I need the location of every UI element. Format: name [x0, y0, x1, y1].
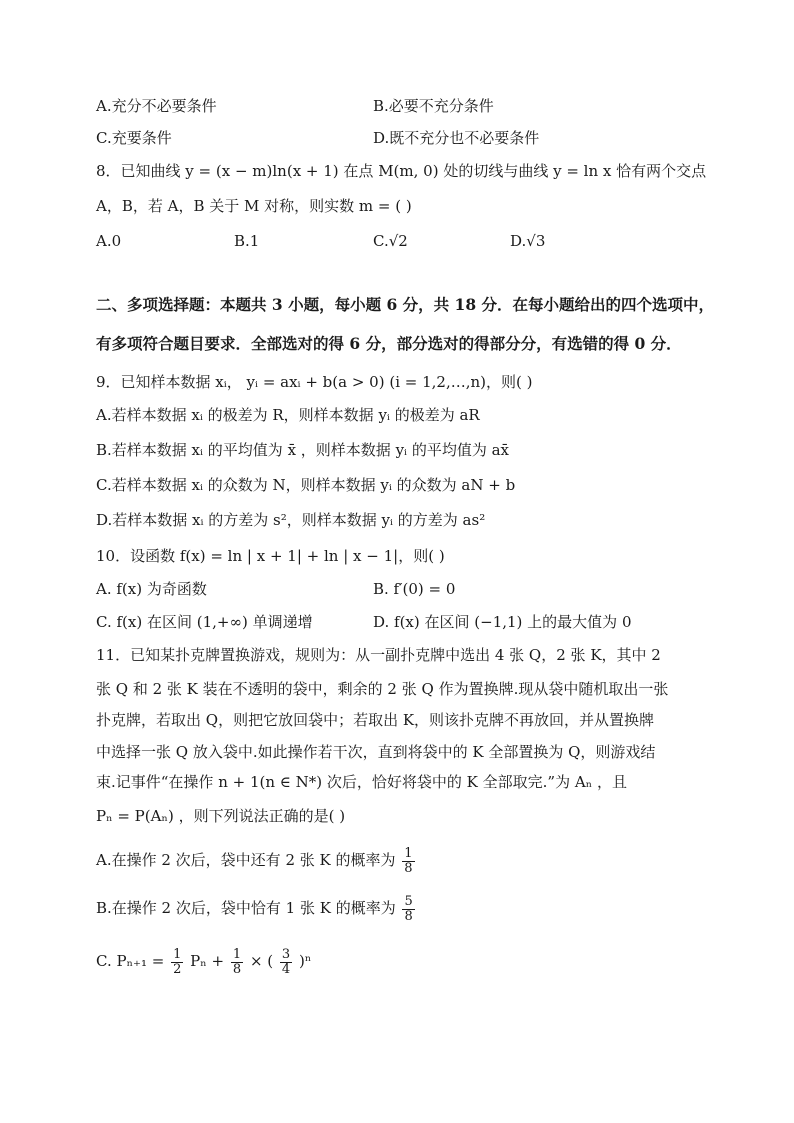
- q11-option-a-text: A.在操作 2 次后，袋中还有 2 张 K 的概率为: [96, 851, 396, 869]
- q7-option-d: D.既不充分也不必要条件: [373, 129, 540, 147]
- q11-stem-line4: 中选择一张 Q 放入袋中.如此操作若干次，直到将袋中的 K 全部置换为 Q，则游戏结: [96, 743, 656, 761]
- q11-stem-line1: 11．已知某扑克牌置换游戏，规则为：从一副扑克牌中选出 4 张 Q，2 张 K，其中 2: [96, 646, 661, 664]
- q11-option-a: [96, 843, 417, 877]
- fraction-numerator: 1: [173, 946, 182, 962]
- q10-stem: 10．设函数 f(x) = ln | x + 1| + ln | x − 1|，则( ): [96, 547, 445, 565]
- q9-option-d: D.若样本数据 xᵢ 的方差为 s²，则样本数据 yᵢ 的方差为 as²: [96, 511, 486, 529]
- fraction-numerator: 1: [232, 946, 242, 962]
- q8-stem-line1: 8．已知曲线 y = (x − m)ln(x + 1) 在点 M(m, 0) 处的切线与曲线 y = ln x 恰有两个交点: [96, 162, 707, 180]
- q8-option-b: B.1: [234, 232, 260, 250]
- q11-option-c-fraction-1: [171, 948, 183, 977]
- q11-option-c-prefix: C. Pₙ₊₁ =: [96, 952, 165, 970]
- q11-option-c: [96, 944, 311, 978]
- q10-option-c: C. f(x) 在区间 (1,+∞) 单调递增: [96, 613, 313, 631]
- q9-option-c: C.若样本数据 xᵢ 的众数为 N，则样本数据 yᵢ 的众数为 aN + b: [96, 476, 516, 494]
- section2-heading-line2: 有多项符合题目要求．全部选对的得 6 分，部分选对的得部分分，有选错的得 0 分．: [96, 334, 682, 353]
- q9-option-b: B.若样本数据 xᵢ 的平均值为 x̄ ，则样本数据 yᵢ 的平均值为 ax̄: [96, 441, 510, 459]
- q10-option-d: D. f(x) 在区间 (−1,1) 上的最大值为 0: [373, 613, 632, 631]
- section2-heading-line1: 二、多项选择题：本题共 3 小题，每小题 6 分，共 18 分．在每小题给出的四个选项中，: [96, 295, 715, 314]
- q8-option-a: A.0: [96, 232, 122, 250]
- q8-option-c: C.√2: [373, 232, 408, 250]
- q9-stem: 9．已知样本数据 xᵢ， yᵢ = axᵢ + b(a > 0) (i = 1,2,…,n)，则( ): [96, 373, 533, 391]
- q11-option-c-times: × (: [249, 952, 274, 970]
- fraction-numerator: 3: [281, 946, 291, 962]
- q11-option-c-fraction-3: [280, 948, 292, 977]
- q11-option-c-tail: )ⁿ: [298, 952, 312, 970]
- fraction-denominator: 8: [404, 860, 413, 876]
- fraction-denominator: 8: [404, 908, 413, 924]
- fraction-numerator: 5: [404, 893, 413, 909]
- fraction-denominator: 8: [232, 961, 242, 977]
- q8-stem-line2: A，B，若 A，B 关于 M 对称，则实数 m = ( ): [96, 197, 412, 215]
- q11-stem-line2: 张 Q 和 2 张 K 装在不透明的袋中，剩余的 2 张 Q 作为置换牌.现从袋中随机取出一张: [96, 680, 669, 698]
- q7-option-b: B.必要不充分条件: [373, 97, 494, 115]
- q11-option-c-fraction-2: [231, 948, 243, 977]
- q7-option-a: A.充分不必要条件: [96, 97, 217, 115]
- q11-option-c-mid: Pₙ +: [190, 952, 225, 970]
- q11-option-b: [96, 891, 417, 925]
- fraction-denominator: 2: [173, 961, 182, 977]
- q11-option-a-fraction: [402, 847, 414, 876]
- fraction-numerator: 1: [404, 845, 413, 861]
- q7-option-c: C.充要条件: [96, 129, 172, 147]
- q10-option-a: A. f(x) 为奇函数: [96, 580, 207, 598]
- q11-stem-line6: Pₙ = P(Aₙ) ，则下列说法正确的是( ): [96, 807, 346, 825]
- q11-option-b-fraction: [402, 895, 414, 924]
- fraction-denominator: 4: [281, 961, 291, 977]
- q11-stem-line5: 束.记事件“在操作 n + 1(n ∈ N*) 次后，恰好将袋中的 K 全部取完.”为 Aₙ ，且: [96, 773, 627, 791]
- q8-option-d: D.√3: [510, 232, 546, 250]
- q9-option-a: A.若样本数据 xᵢ 的极差为 R，则样本数据 yᵢ 的极差为 aR: [96, 406, 480, 424]
- q11-stem-line3: 扑克牌，若取出 Q，则把它放回袋中；若取出 K，则该扑克牌不再放回，并从置换牌: [96, 711, 655, 729]
- q10-option-b: B. f′(0) = 0: [373, 580, 456, 598]
- q11-option-b-text: B.在操作 2 次后，袋中恰有 1 张 K 的概率为: [96, 899, 396, 917]
